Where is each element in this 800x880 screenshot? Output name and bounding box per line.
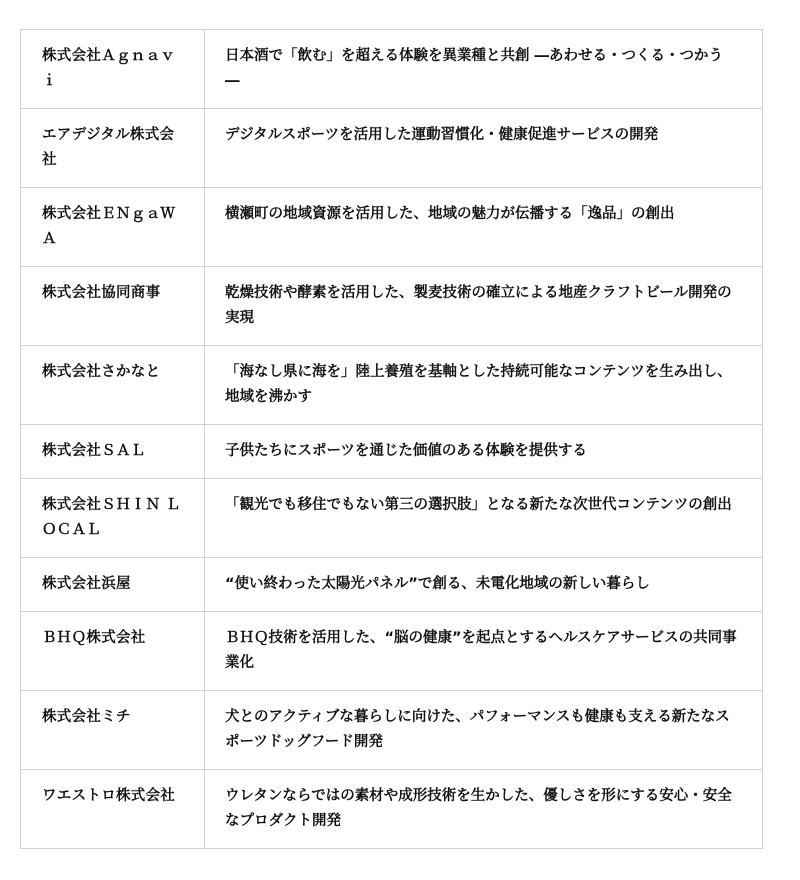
table-row bbox=[21, 425, 763, 479]
project-theme-cell: 日本酒で「飲む」を超える体験を異業種と共創 ―あわせる・つくる・つかう ― bbox=[205, 30, 763, 109]
company-name-cell: 株式会社Ａｇｎａｖｉ bbox=[21, 30, 205, 109]
project-theme-cell: 「観光でも移住でもない第三の選択肢」となる新たな次世代コンテンツの創出 bbox=[205, 479, 763, 558]
company-name-cell: ＢＨＱ株式会社 bbox=[21, 612, 205, 691]
table-row bbox=[21, 558, 763, 612]
company-name-cell: 株式会社協同商事 bbox=[21, 267, 205, 346]
table-body bbox=[21, 30, 763, 849]
project-theme-cell: 乾燥技術や酵素を活用した、製麦技術の確立による地産クラフトビール開発の実現 bbox=[205, 267, 763, 346]
table-row bbox=[21, 109, 763, 188]
table-row bbox=[21, 30, 763, 109]
project-theme-cell: “使い終わった太陽光パネル”で創る、未電化地域の新しい暮らし bbox=[205, 558, 763, 612]
company-name-cell: 株式会社ＥＮｇａＷＡ bbox=[21, 188, 205, 267]
table-row bbox=[21, 479, 763, 558]
project-theme-cell: 横瀬町の地域資源を活用した、地域の魅力が伝播する「逸品」の創出 bbox=[205, 188, 763, 267]
project-theme-cell: 「海なし県に海を」陸上養殖を基軸とした持続可能なコンテンツを生み出し、地域を沸かす bbox=[205, 346, 763, 425]
table-row bbox=[21, 346, 763, 425]
company-name-cell: 株式会社さかなと bbox=[21, 346, 205, 425]
company-name-cell: 株式会社ＳＡＬ bbox=[21, 425, 205, 479]
table-row bbox=[21, 770, 763, 849]
table-row bbox=[21, 188, 763, 267]
company-name-cell: 株式会社ミチ bbox=[21, 691, 205, 770]
adoption-table bbox=[20, 29, 763, 849]
company-name-cell: 株式会社浜屋 bbox=[21, 558, 205, 612]
project-theme-cell: デジタルスポーツを活用した運動習慣化・健康促進サービスの開発 bbox=[205, 109, 763, 188]
project-theme-cell: 犬とのアクティブな暮らしに向けた、パフォーマンスも健康も支える新たなスポーツドッグフード開発 bbox=[205, 691, 763, 770]
project-theme-cell: ＢＨＱ技術を活用した、“脳の健康”を起点とするヘルスケアサービスの共同事業化 bbox=[205, 612, 763, 691]
table-row bbox=[21, 612, 763, 691]
company-name-cell: 株式会社ＳＨＩＮ ＬＯＣＡＬ bbox=[21, 479, 205, 558]
company-name-cell: ワエストロ株式会社 bbox=[21, 770, 205, 849]
table-row bbox=[21, 691, 763, 770]
project-theme-cell: 子供たちにスポーツを通じた価値のある体験を提供する bbox=[205, 425, 763, 479]
table-row bbox=[21, 267, 763, 346]
company-name-cell: エアデジタル株式会社 bbox=[21, 109, 205, 188]
project-theme-cell: ウレタンならではの素材や成形技術を生かした、優しさを形にする安心・安全なプロダクト開発 bbox=[205, 770, 763, 849]
adoption-table-container bbox=[20, 29, 762, 849]
